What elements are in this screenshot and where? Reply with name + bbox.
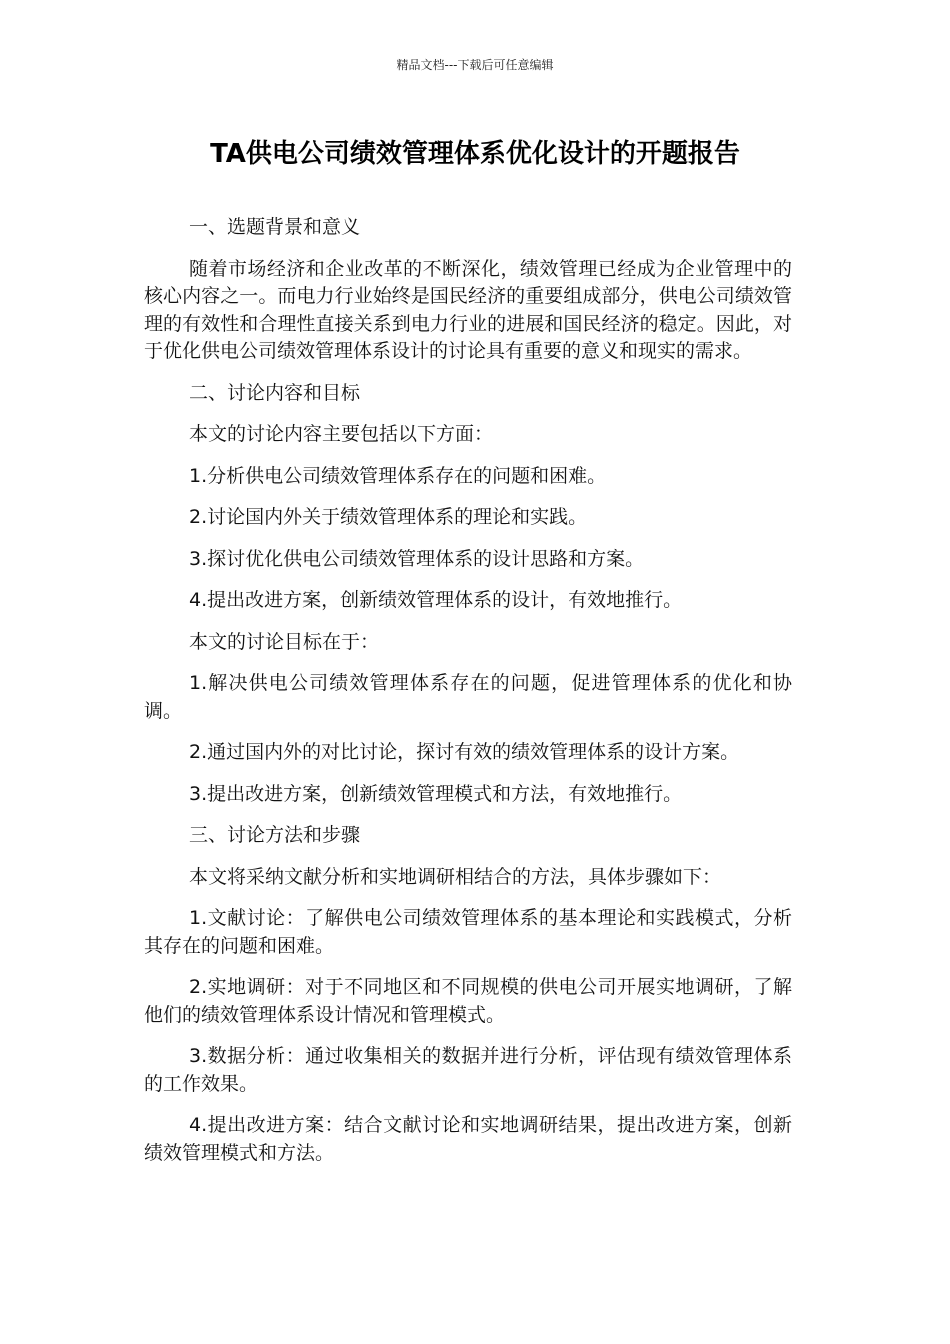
list-item-goal-2: 2.通过国内外的对比讨论，探讨有效的绩效管理体系的设计方案。 — [189, 741, 740, 763]
section-heading-background: 一、选题背景和意义 — [189, 216, 361, 238]
section-heading-content-goals: 二、讨论内容和目标 — [189, 381, 361, 404]
list-item-step-4: 4.提出改进方案：结合文献讨论和实地调研结果，提出改进方案，创新绩效管理模式和方法。 — [144, 1114, 792, 1164]
list-item-goal-3: 3.提出改进方案，创新绩效管理模式和方法，有效地推行。 — [189, 782, 683, 805]
list-item-goal-1: 1.解决供电公司绩效管理体系存在的问题，促进管理体系的优化和协调。 — [144, 672, 792, 722]
paragraph-goals-intro: 本文的讨论目标在于： — [189, 630, 380, 653]
list-item-content-2: 2.讨论国内外关于绩效管理体系的理论和实践。 — [189, 506, 588, 528]
section-heading-methods: 三、讨论方法和步骤 — [189, 824, 361, 846]
document-body — [144, 214, 792, 1181]
list-item-step-1: 1.文献讨论：了解供电公司绩效管理体系的基本理论和实践模式，分析其存在的问题和困难。 — [144, 907, 792, 957]
paragraph-methods-intro: 本文将采纳文献分析和实地调研相结合的方法，具体步骤如下： — [189, 865, 722, 888]
paragraph-background: 随着市场经济和企业改革的不断深化，绩效管理已经成为企业管理中的核心内容之一。而电力行业始终是国民经济的重要组成部分，供电公司绩效管理的有效性和合理性直接关系到电力行业的进展和国民经济的稳定。因此，对于优化供电公司绩效管理体系设计的讨论具有重要的意义和现实的需求。 — [144, 257, 792, 362]
list-item-content-4: 4.提出改进方案，创新绩效管理体系的设计，有效地推行。 — [189, 589, 683, 611]
document-title: TA供电公司绩效管理体系优化设计的开题报告 — [210, 139, 740, 169]
page-header-note: 精品文档---下载后可任意编辑 — [396, 58, 554, 72]
list-item-step-2: 2.实地调研：对于不同地区和不同规模的供电公司开展实地调研，了解他们的绩效管理体系设计情况和管理模式。 — [144, 976, 792, 1026]
list-item-content-3: 3.探讨优化供电公司绩效管理体系的设计思路和方案。 — [189, 547, 645, 570]
list-item-step-3: 3.数据分析：通过收集相关的数据并进行分析，评估现有绩效管理体系的工作效果。 — [144, 1045, 792, 1095]
paragraph-content-intro: 本文的讨论内容主要包括以下方面： — [189, 423, 494, 445]
list-item-content-1: 1.分析供电公司绩效管理体系存在的问题和困难。 — [189, 464, 607, 487]
